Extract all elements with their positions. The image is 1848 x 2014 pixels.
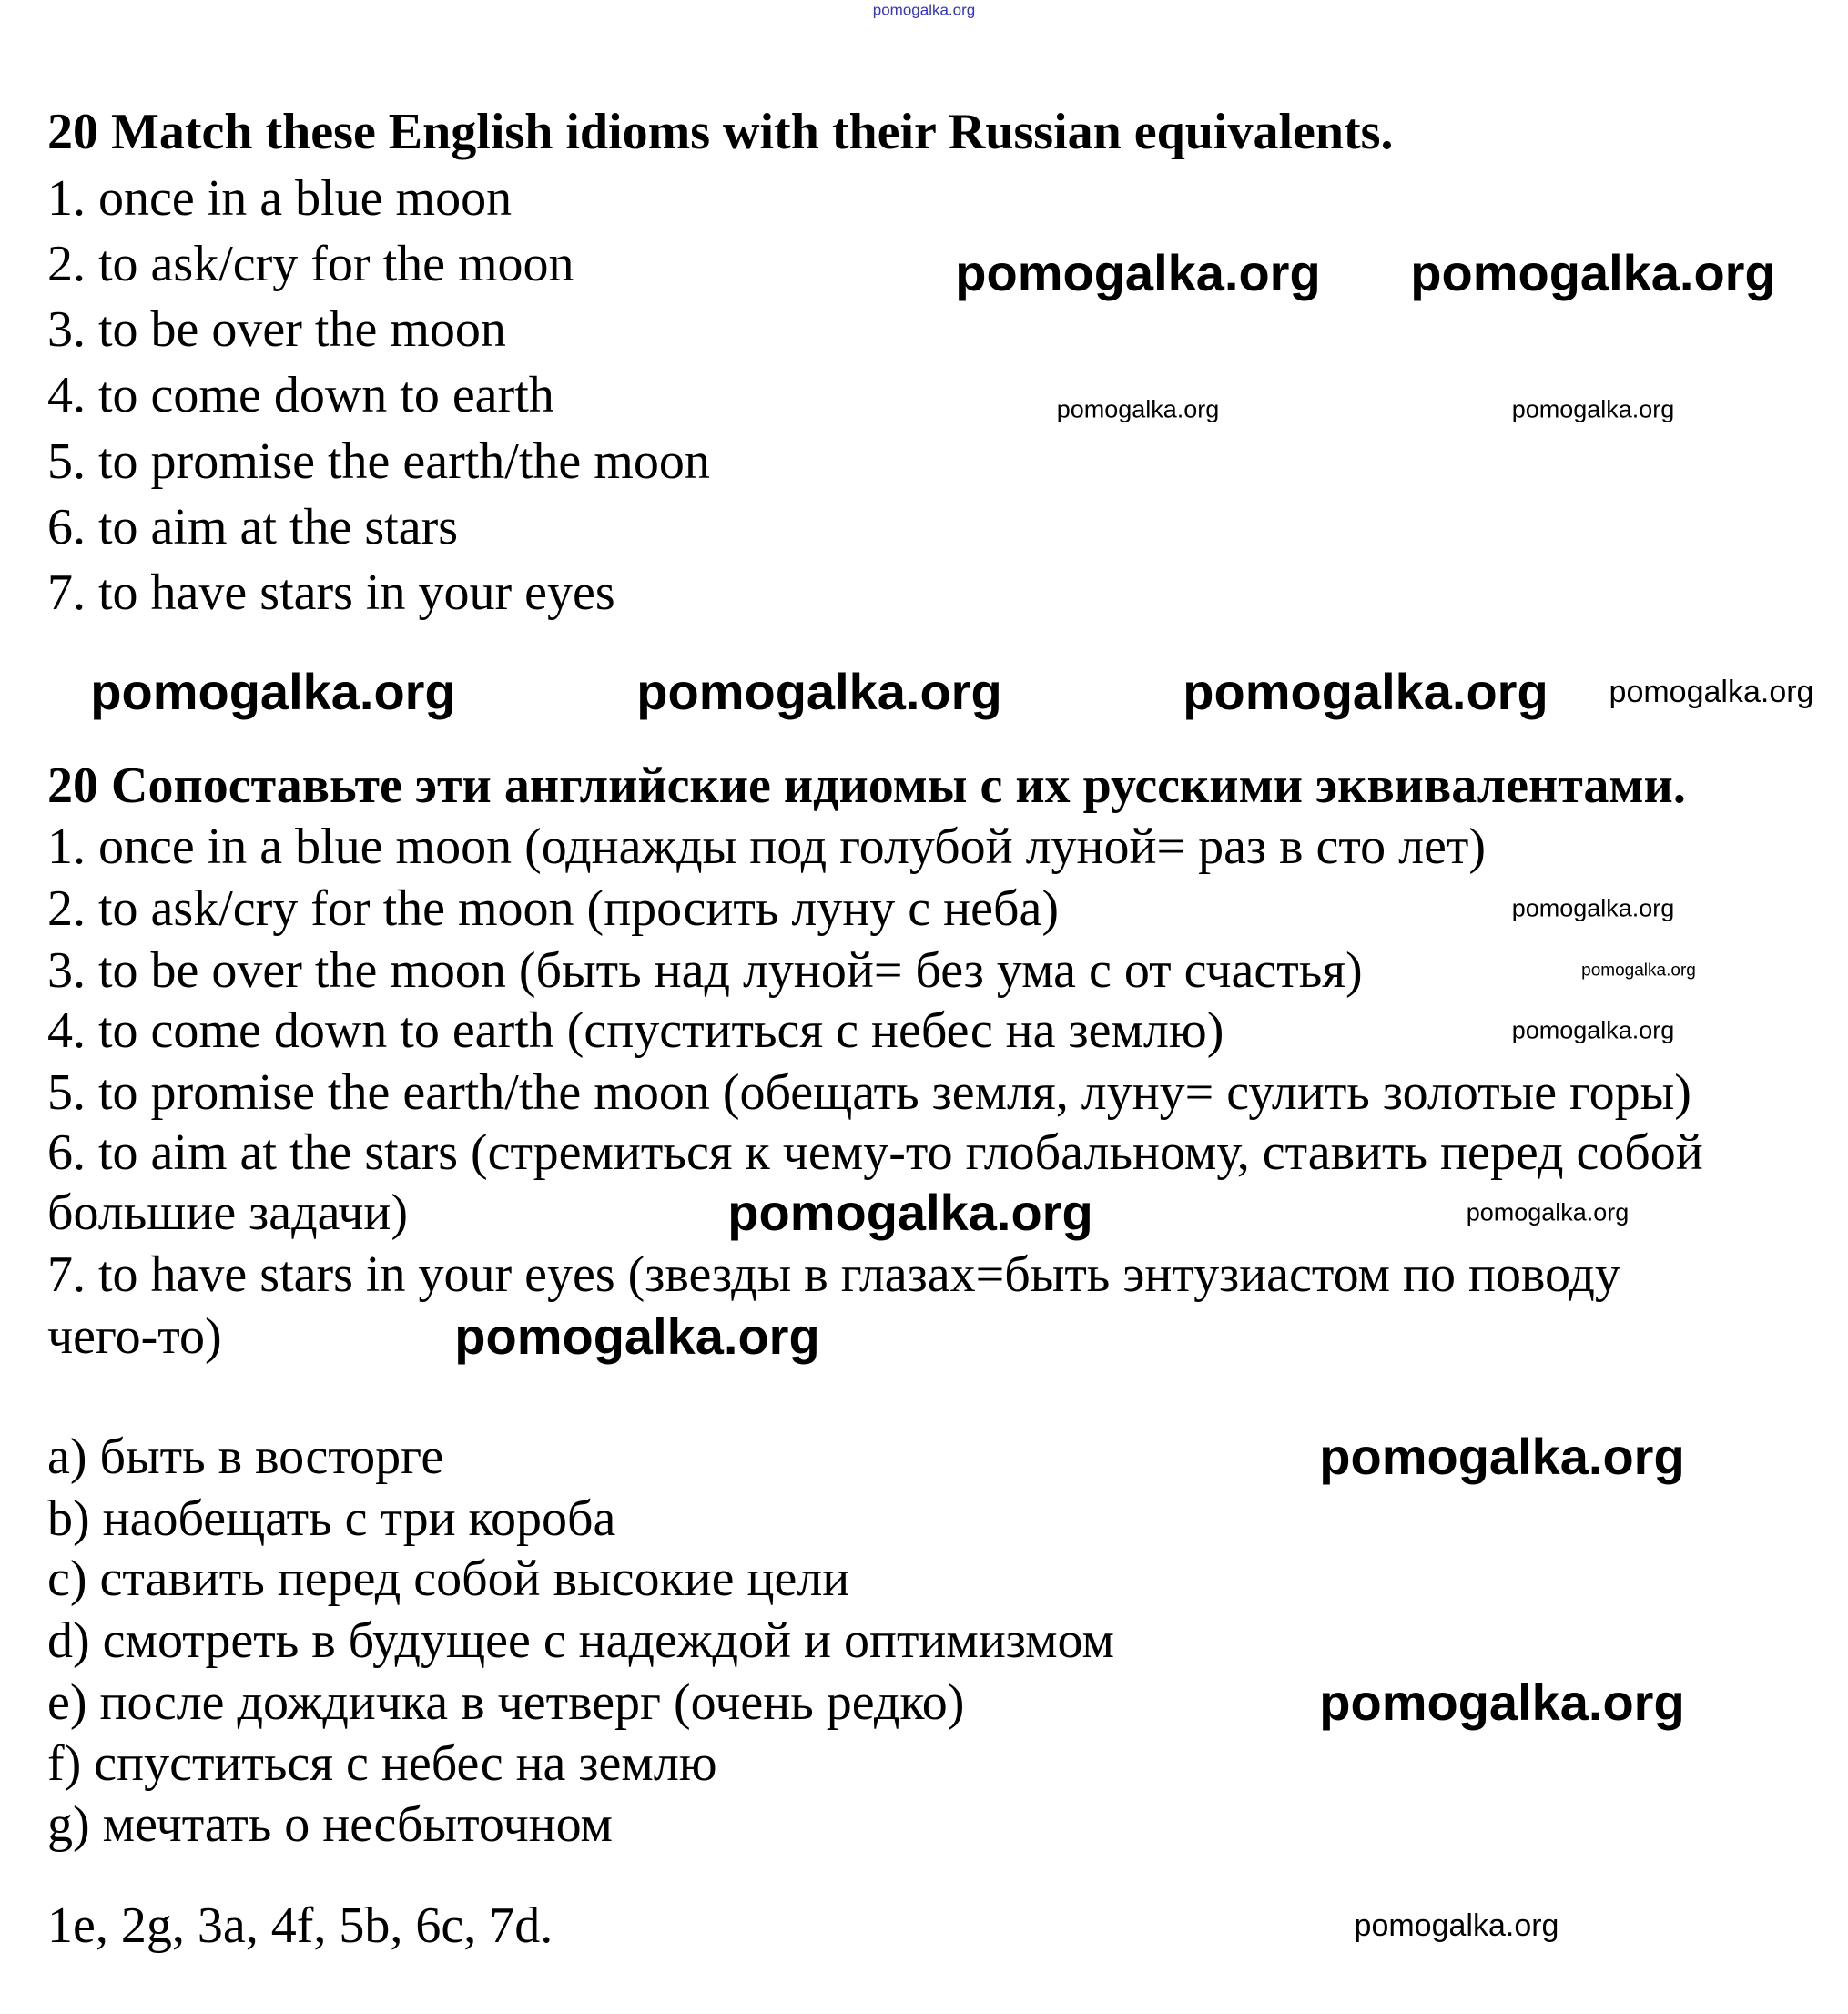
option-item: e) после дождичка в четверг (очень редко) <box>47 1674 965 1731</box>
watermark: pomogalka.org <box>1410 244 1776 301</box>
watermark: pomogalka.org <box>636 663 1002 720</box>
watermark: pomogalka.org <box>1466 1198 1630 1226</box>
watermark: pomogalka.org <box>955 244 1321 301</box>
idiom-item: 2. to ask/cry for the moon <box>47 236 574 292</box>
option-item: d) смотреть в будущее с надеждой и оптимизмом <box>47 1612 1114 1669</box>
option-item: f) спуститься с небес на землю <box>47 1735 717 1792</box>
translation-line: 6. to aim at the stars (стремиться к чему-то глобальному, ставить перед собой <box>47 1124 1703 1181</box>
watermark: pomogalka.org <box>1511 1016 1675 1044</box>
translation-line: чего-то) <box>47 1308 222 1365</box>
watermark: pomogalka.org <box>1354 1908 1559 1943</box>
option-item: g) мечтать о несбыточном <box>47 1796 613 1853</box>
idiom-item: 1. once in a blue moon <box>47 170 513 227</box>
watermark: pomogalka.org <box>454 1307 820 1365</box>
exercise-heading-ru: 20 Сопоставьте эти английские идиомы с их русскими эквивалентами. <box>47 758 1686 814</box>
option-item: c) ставить перед собой высокие цели <box>47 1551 850 1607</box>
translation-line: 2. to ask/cry for the moon (просить луну с неба) <box>47 880 1059 937</box>
idiom-item: 3. to be over the moon <box>47 301 506 358</box>
exercise-heading-en: 20 Match these English idioms with their Russian equivalents. <box>47 104 1394 160</box>
watermark: pomogalka.org <box>1511 395 1675 423</box>
translation-line: большие задачи) <box>47 1185 409 1241</box>
option-item: a) быть в восторге <box>47 1429 444 1485</box>
idiom-item: 5. to promise the earth/the moon <box>47 433 710 490</box>
translation-line: 3. to be over the moon (быть над луной= без ума с от счастья) <box>47 942 1363 999</box>
watermark: pomogalka.org <box>1609 675 1814 709</box>
translation-line: 1. once in a blue moon (однажды под голубой луной= раз в сто лет) <box>47 819 1487 875</box>
translation-line: 4. to come down to earth (спуститься с небес на землю) <box>47 1002 1224 1059</box>
watermark: pomogalka.org <box>1056 395 1220 423</box>
option-item: b) наобещать с три короба <box>47 1490 616 1547</box>
watermark: pomogalka.org <box>1183 663 1548 720</box>
watermark: pomogalka.org <box>1581 961 1696 981</box>
watermark: pomogalka.org <box>1319 1428 1685 1485</box>
translation-line: 5. to promise the earth/the moon (обещать земля, луну= сулить золотые горы) <box>47 1064 1691 1121</box>
answer-key: 1e, 2g, 3a, 4f, 5b, 6c, 7d. <box>47 1897 553 1954</box>
idiom-item: 6. to aim at the stars <box>47 499 459 555</box>
idiom-item: 7. to have stars in your eyes <box>47 565 615 621</box>
idiom-item: 4. to come down to earth <box>47 367 554 423</box>
watermark: pomogalka.org <box>1319 1673 1685 1731</box>
watermark: pomogalka.org <box>1511 894 1675 922</box>
watermark: pomogalka.org <box>872 1 976 19</box>
watermark: pomogalka.org <box>727 1184 1093 1241</box>
watermark: pomogalka.org <box>90 663 456 720</box>
translation-line: 7. to have stars in your eyes (звезды в глазах=быть энтузиастом по поводу <box>47 1246 1620 1303</box>
